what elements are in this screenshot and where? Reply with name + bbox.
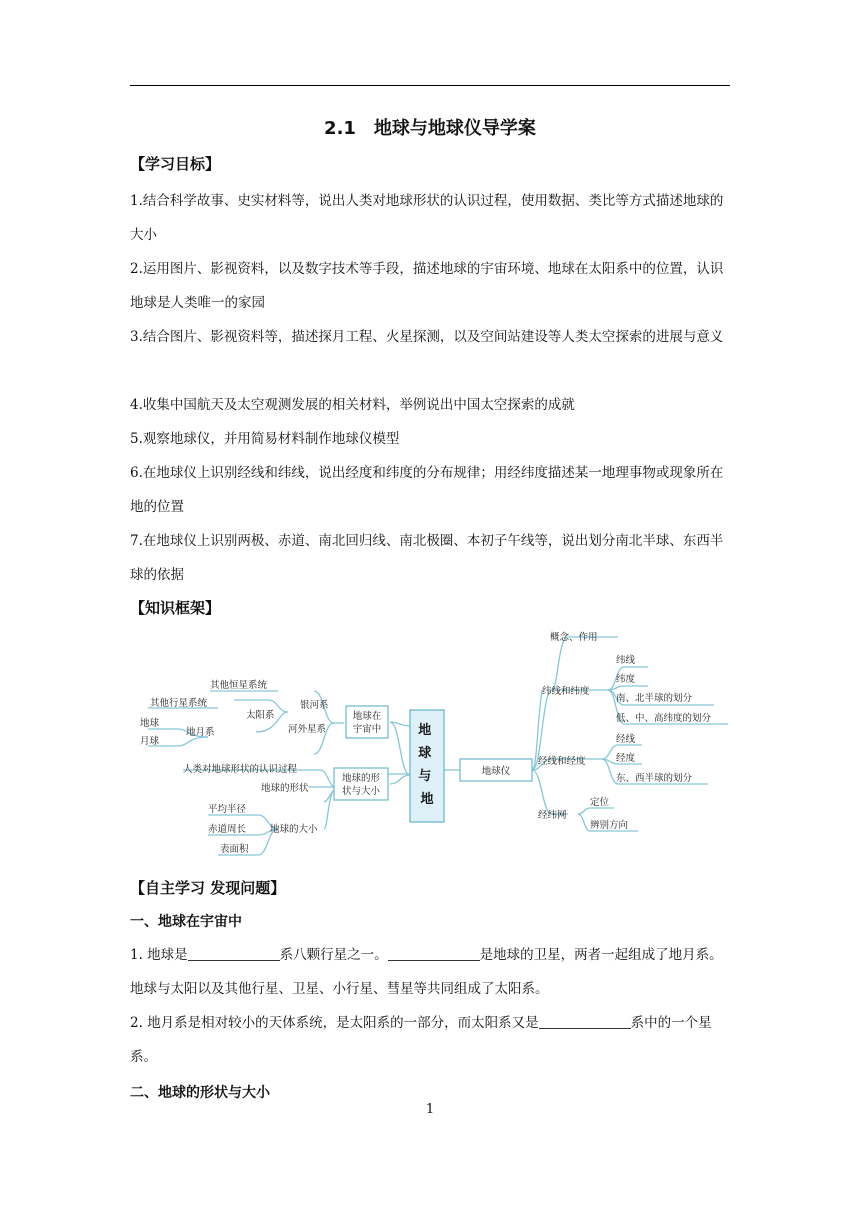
section-learning-goals: 【学习目标】: [130, 155, 221, 173]
label-solar-system: 太阳系: [246, 710, 275, 721]
label-earth: 地球: [140, 718, 160, 729]
question-2: 2. 地月系是相对较小的天体系统，是太阳系的一部分，而太阳系又是 系中的一个星系。: [130, 1015, 712, 1065]
page-title: 2.1 地球与地球仪导学案: [324, 118, 536, 139]
label-equator-length: 赤道周长: [208, 824, 247, 835]
label-mean-radius: 平均半径: [208, 804, 247, 815]
question-1: 1. 地球是 系八颗行星之一。 是地球的卫星，两者一起组成了地月系。地球与太阳以及其他行星、卫星、小行星、彗星等共同组成了太阳系。: [130, 947, 723, 997]
page-number: 1: [425, 1102, 435, 1117]
heading-earth-shape-size: 二、地球的形状与大小: [130, 1085, 270, 1101]
label-earth-moon-system: 地月系: [186, 727, 215, 738]
section-knowledge-framework: 【知识框架】: [130, 599, 221, 617]
goal-3: 3.结合图片、影视资料等，描述探月工程、火星探测，以及空间站建设等人类太空探索的进展与意义: [130, 329, 724, 345]
label-positioning: 定位: [590, 797, 610, 808]
goal-5: 5.观察地球仪，并用简易材料制作地球仪模型: [130, 431, 400, 447]
goal-6: 6.在地球仪上识别经线和纬线，说出经度和纬度的分布规律；用经纬度描述某一地理事物或现象所在地的位置: [130, 465, 724, 515]
section-self-study: 【自主学习 发现问题】: [130, 879, 286, 897]
label-graticule: 经纬网: [538, 810, 567, 821]
label-parallel: 纬线: [616, 655, 636, 666]
label-moon: 月球: [140, 736, 160, 747]
label-direction: 辨别方向: [590, 820, 629, 831]
goal-7: 7.在地球仪上识别两极、赤道、南北回归线、南北极圈、本初子午线等，说出划分南北半球、东西半球的依据: [130, 533, 724, 583]
answer-blank-3[interactable]: [539, 1014, 631, 1029]
label-ew-hemisphere: 东、西半球的划分: [616, 773, 693, 784]
knowledge-mindmap: [128, 624, 738, 864]
center-label: 地 球 与 地: [418, 723, 434, 807]
label-earth-shape: 地球的形状: [261, 783, 309, 794]
node-earth-shape-size: 地球的形状与大小: [341, 773, 381, 797]
label-shape-history: 人类对地球形状的认识过程: [183, 764, 298, 775]
goal-2: 2.运用图片、影视资料，以及数字技术等手段，描述地球的宇宙环境、地球在太阳系中的位置，认识地球是人类唯一的家园: [130, 261, 724, 311]
label-ns-hemisphere: 南、北半球的划分: [616, 693, 693, 704]
label-meridian: 经线: [616, 734, 636, 745]
label-surface-area: 表面积: [220, 844, 249, 855]
label-latitude-zones: 低、中、高纬度的划分: [616, 713, 712, 724]
goal-1: 1.结合科学故事、史实材料等，说出人类对地球形状的认识过程，使用数据、类比等方式描述地球的大小: [130, 193, 724, 243]
node-earth-in-universe: 地球在宇宙中: [352, 711, 382, 735]
label-latitude: 纬度: [616, 674, 636, 685]
heading-earth-in-universe: 一、地球在宇宙中: [130, 914, 242, 930]
node-globe: 地球仪: [481, 766, 511, 777]
label-concept-function: 概念、作用: [550, 632, 598, 643]
label-other-galaxies: 河外星系: [288, 724, 327, 735]
label-earth-size: 地球的大小: [270, 824, 318, 835]
label-other-planet-systems: 其他行星系统: [150, 698, 208, 709]
answer-blank-1[interactable]: [188, 946, 280, 961]
label-latitude-lines: 纬线和纬度: [542, 686, 590, 697]
label-longitude: 经度: [616, 753, 636, 764]
label-other-star-systems: 其他恒星系统: [210, 680, 268, 691]
goal-4: 4.收集中国航天及太空观测发展的相关材料，举例说出中国太空探索的成就: [130, 397, 575, 413]
header-rule: [130, 85, 730, 86]
answer-blank-2[interactable]: [388, 946, 480, 961]
label-milky-way: 银河系: [300, 700, 329, 711]
label-longitude-lines: 经线和经度: [538, 756, 586, 767]
